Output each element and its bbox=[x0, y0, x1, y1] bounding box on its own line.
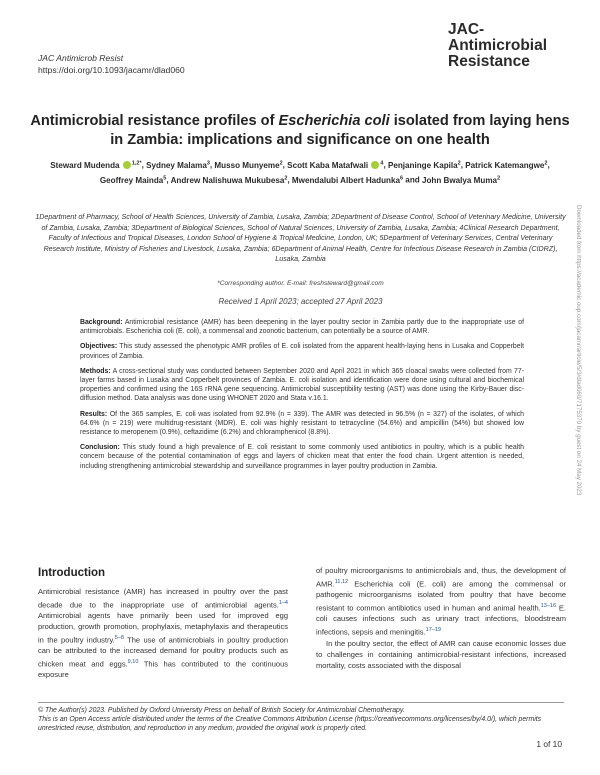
license-footer bbox=[38, 706, 564, 734]
abstract-methods bbox=[80, 367, 524, 404]
author-name[interactable] bbox=[171, 176, 288, 185]
journal-name: JAC Antimicrob Resist bbox=[38, 53, 124, 63]
affiliation-ref: 2 bbox=[279, 160, 283, 166]
journal-brand-logo bbox=[448, 22, 560, 70]
author-name-text: Andrew Nalishuwa Mukubesa bbox=[170, 175, 285, 185]
orcid-icon[interactable] bbox=[123, 161, 131, 169]
brand-line-1: JAC- bbox=[448, 21, 485, 38]
affiliation-ref: 4 bbox=[380, 160, 384, 166]
methods-label: Methods: bbox=[80, 367, 111, 375]
author-name-text: John Bwalya Muma bbox=[421, 175, 498, 185]
author-name[interactable] bbox=[146, 161, 210, 170]
objectives-label: Objectives: bbox=[80, 343, 118, 351]
author-name-text: Penjaninge Kapila bbox=[387, 160, 458, 170]
author-name[interactable] bbox=[422, 176, 500, 185]
affiliations: 1Department of Pharmacy, School of Health Sciences, University of Zambia, Lusaka, Zambia; 2Department of Disease Control, School of Veterinary Medicine, University of Zambia, Lusaka, Zambia; 3Department of Biological Sciences, School of Natural Sciences, University of Zambia, Lusaka, Zambia; 4Clinical Research Department, Faculty of Infectious and Tropical Diseases, London School of Hygiene & Tropical Medicine, London, UK; 5Department of Veterinary Services, Central Veterinary Research Institute, Ministry of Fisheries and Livestock, Lusaka, Zambia; 6Department of Animal Health, Centre for Infectious Disease Research in Zambia (CIDRZ), Lusaka, Zambia bbox=[35, 213, 566, 264]
download-note[interactable]: Downloaded from https://academic.oup.com/jacamr/article/5/3/dlad060/7175370 by guest on 24 May 2023 bbox=[575, 205, 582, 496]
affiliation-ref: 2 bbox=[457, 160, 461, 166]
citation-ref[interactable]: 13–16 bbox=[540, 602, 557, 609]
page-number: 1 of 10 bbox=[536, 739, 562, 749]
corresponding-author: *Corresponding author. E-mail: freshsteward@gmail.com bbox=[217, 280, 384, 287]
intro-text: Escherichia coli (E. coli) are among the commensal or pathogenic microorganisms isolated from poultry that have become resistant to common antibiotics used in human and animal health. bbox=[316, 579, 566, 613]
article-title bbox=[30, 112, 570, 150]
author-list: Steward Mudenda $^{1,2*}$, Sydney Malama$^3$, Musso Munyeme$^2$, Scott Kaba Matafwali $^4$, Penjaninge Kapila$^2$, Patrick Katemangwe$^2$, Geoffrey Mainda$^5$, Andrew Nalishuwa Mukubesa$^2$, Mwendalubi Albert Hadunka$^6$ and John Bwalya Muma$^2$ bbox=[50, 160, 550, 185]
author-name[interactable] bbox=[465, 161, 547, 170]
author-name[interactable] bbox=[287, 161, 383, 170]
background-text: Antimicrobial resistance (AMR) has been deepening in the layer poultry sector in Zambia partly due to the inappropriate use of antimicrobials. Escherichia coli (E. coli), a commensal and zoonotic bacterium, can potentially be a source of AMR. bbox=[80, 319, 524, 336]
intro-paragraph-1-cont bbox=[316, 566, 566, 638]
author-name-text: Geoffrey Mainda bbox=[99, 175, 164, 185]
license-text: This is an Open Access article distributed under the terms of the Creative Commons Attribution License (https://creativecommons.org/licenses/by/4.0/), which permits unrestricted reuse, distribution, and reproduction in any medium, provided the original work is properly cited. bbox=[38, 716, 542, 733]
footer-divider bbox=[38, 702, 564, 703]
citation-ref[interactable]: 9,10 bbox=[127, 658, 139, 665]
abstract-conclusion bbox=[80, 443, 524, 471]
title-part-2: isolated from laying hens in Zambia: implications and significance on one health bbox=[110, 113, 570, 148]
author-name-text: Sydney Malama bbox=[146, 160, 207, 170]
background-label: Background: bbox=[80, 319, 123, 326]
author-name[interactable] bbox=[100, 176, 166, 185]
intro-text: Antimicrobial resistance (AMR) has increased in poultry over the past decade due to the inappropriate use of antimicrobial agents. bbox=[38, 587, 288, 610]
citation-ref[interactable]: 5–8 bbox=[114, 634, 124, 641]
affiliation-ref: 3 bbox=[206, 160, 210, 166]
affiliation-ref: 2 bbox=[544, 160, 548, 166]
orcid-icon[interactable] bbox=[371, 161, 379, 169]
journal-info bbox=[38, 52, 185, 76]
objectives-text: This study assessed the phenotypic AMR profiles of E. coli isolated from the apparent health-laying hens in Lusaka and Copperbelt provinces of Zambia. bbox=[80, 343, 524, 360]
results-label: Results: bbox=[80, 410, 108, 418]
intro-text: The use of antimicrobials in poultry production can be attributed to the increased demand for poultry products such as chicken meat and eggs. bbox=[38, 635, 288, 669]
author-name[interactable] bbox=[214, 161, 282, 170]
intro-text: This has contributed to the continuous exposure bbox=[38, 659, 288, 680]
intro-column-right bbox=[316, 566, 566, 672]
abstract-results bbox=[80, 410, 524, 438]
conclusion-label: Conclusion: bbox=[80, 444, 120, 452]
results-text: Of the 365 samples, E. coli was isolated from 92.9% (n = 339). The AMR was detected in 96.5% (n = 327) of the isolates, of which 64.6% (n = 219) were multidrug-resistant (MDR). E. coli was highly resistant to tetracycline (54.6%) and ampicillin (54%) but showed low resistance to meropenem (0.9%), ceftazidime (6.2%) and chloramphenicol (8.8%). bbox=[80, 410, 524, 437]
author-name[interactable] bbox=[50, 161, 141, 170]
author-name-text: Patrick Katemangwe bbox=[465, 160, 545, 170]
brand-line-3: Resistance bbox=[448, 53, 530, 70]
intro-text: Antimicrobial agents have primarily been used for improved egg production, growth promotion, prophylaxis, metaphylaxis and therapeutics in the poultry industry. bbox=[38, 611, 288, 645]
citation-ref[interactable]: 17–19 bbox=[425, 626, 441, 633]
author-name[interactable] bbox=[388, 161, 461, 170]
affiliation-ref: 5 bbox=[163, 175, 167, 182]
conclusion-text: This study found a high prevalence of E. coli resistant to some commonly used antibiotics in poultry, which is a public health concern because of the potential contamination of eggs and layers of chicken meat that enter the food chain. Urgent attention is needed, including strengthening antimicrobial stewardship and surveillance programmes in layer poultry production in Zambia. bbox=[80, 444, 525, 470]
intro-paragraph-2: In the poultry sector, the effect of AMR can cause economic losses due to challenges in containing antimicrobial-resistant infections, increased mortality, costs associated with the disposal bbox=[316, 639, 566, 670]
author-name-text: Scott Kaba Matafwali bbox=[287, 160, 369, 170]
title-species: Escherichia coli bbox=[278, 113, 390, 129]
intro-text: E. coli causes infections such as urinary tract infections, bloodstream infections, sepsis and meningitis. bbox=[316, 603, 567, 637]
methods-text: A cross-sectional study was conducted between September 2020 and April 2021 in which 365 cloacal swabs were collected from 77-layer farms based in Lusaka and Copperbelt provinces of Zambia. E. coli isolation and identification were done using cultural and biochemical properties and confirmed using the 16S rRNA gene sequencing. Antimicrobial susceptibility testing (AST) was done using the Kirby-Bauer disc-diffusion method. Data analysis was done using WHONET 2020 and Stata v.16.1. bbox=[80, 367, 524, 403]
affiliation-ref: 2 bbox=[284, 175, 288, 182]
citation-ref[interactable]: 1–4 bbox=[278, 599, 288, 606]
intro-paragraph-1 bbox=[38, 587, 288, 681]
abstract-background bbox=[80, 318, 524, 336]
intro-column-left bbox=[38, 587, 288, 681]
intro-text: of poultry microorganisms to antimicrobials and, thus, the development of AMR. bbox=[316, 566, 566, 589]
abstract bbox=[80, 318, 524, 477]
affiliation-ref: 1,2* bbox=[131, 160, 142, 166]
introduction-heading: Introduction bbox=[38, 567, 106, 579]
affiliation-ref: 2 bbox=[497, 175, 501, 182]
copyright-line: © The Author(s) 2023. Published by Oxford University Press on behalf of British Society for Antimicrobial Chemotherapy. bbox=[38, 707, 405, 714]
citation-ref[interactable]: 11,12 bbox=[334, 578, 349, 585]
author-name-text: Steward Mudenda bbox=[50, 160, 120, 170]
download-sidebar bbox=[576, 205, 588, 575]
received-dates: Received 1 April 2023; accepted 27 April 2023 bbox=[218, 297, 383, 306]
brand-line-2: Antimicrobial bbox=[448, 37, 548, 54]
abstract-objectives bbox=[80, 342, 524, 360]
title-part-1: Antimicrobial resistance profiles of bbox=[30, 113, 279, 129]
author-name[interactable] bbox=[292, 176, 403, 185]
doi-link[interactable]: https://doi.org/10.1093/jacamr/dlad060 bbox=[38, 65, 185, 75]
author-name-text: Musso Munyeme bbox=[214, 160, 280, 170]
author-name-text: Mwendalubi Albert Hadunka bbox=[291, 175, 400, 185]
affiliation-ref: 6 bbox=[400, 175, 404, 182]
